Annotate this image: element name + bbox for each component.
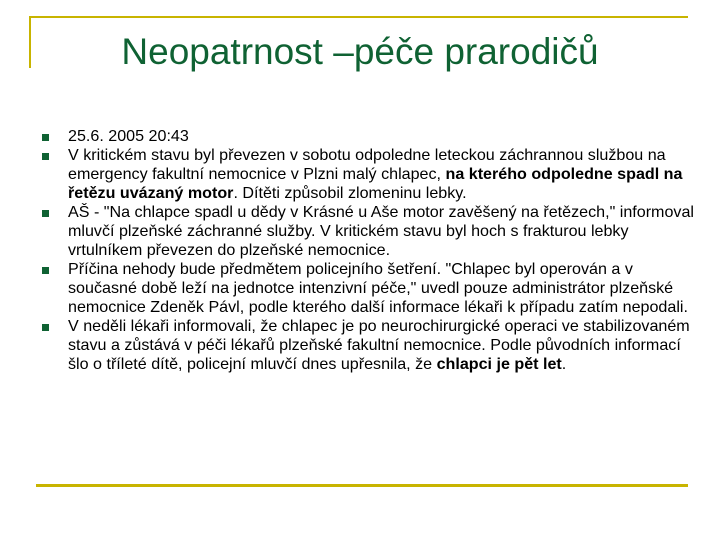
square-bullet-icon: [42, 210, 49, 217]
list-item: [42, 203, 694, 260]
square-bullet-icon: [42, 267, 49, 274]
bottom-divider: [36, 484, 688, 487]
list-item: [42, 146, 694, 203]
text-segment: V neděli lékaři informovali, že chlapec je po neurochirurgické operaci ve stabilizovaném stavu a zůstává v péči lékařů plzeňské fakultní nemocnice. Podle původních informací šlo o tříleté dítě, policejní mluvčí dnes upřesnila, že: [68, 317, 690, 373]
list-item: [42, 317, 694, 374]
bullet-list: [42, 127, 694, 374]
list-item-text: Příčina nehody bude předmětem policejního šetření. "Chlapec byl operován a v současné době leží na jednotce intenzivní péče," uvedl pouze administrátor plzeňské nemocnice Zdeněk Pávl, podle kterého další informace lékaři k případu zatím nepodali.: [68, 260, 688, 316]
square-bullet-icon: [42, 324, 49, 331]
list-item-text: [68, 317, 694, 374]
list-item-text: [68, 146, 694, 203]
list-item: [42, 127, 694, 146]
frame-horizontal-line: [29, 16, 688, 18]
square-bullet-icon: [42, 134, 49, 141]
list-item: [42, 260, 694, 317]
slide-title: Neopatrnost –péče prarodičů: [121, 31, 599, 72]
text-segment: V kritickém stavu byl převezen v sobotu odpoledne leteckou záchrannou službou na emergency fakultní nemocnice v Plzni malý chlapec,: [68, 146, 666, 183]
list-item-text: AŠ - "Na chlapce spadl u dědy v Krásné u Aše motor zavěšený na řetězech," informoval mluvčí plzeňské záchranné služby. V kritickém stavu byl hoch s frakturou lebky vrtulníkem převezen do plzeňské nemocnice.: [68, 203, 694, 259]
square-bullet-icon: [42, 153, 49, 160]
text-segment: . Dítěti způsobil zlomeninu lebky.: [233, 184, 467, 202]
list-item-text: 25.6. 2005 20:43: [68, 127, 189, 145]
bold-text-segment: na kterého odpoledne spadl na řetězu uvázaný motor: [68, 165, 683, 202]
text-segment: .: [561, 355, 567, 373]
bold-text-segment: chlapci je pět let: [436, 355, 562, 373]
